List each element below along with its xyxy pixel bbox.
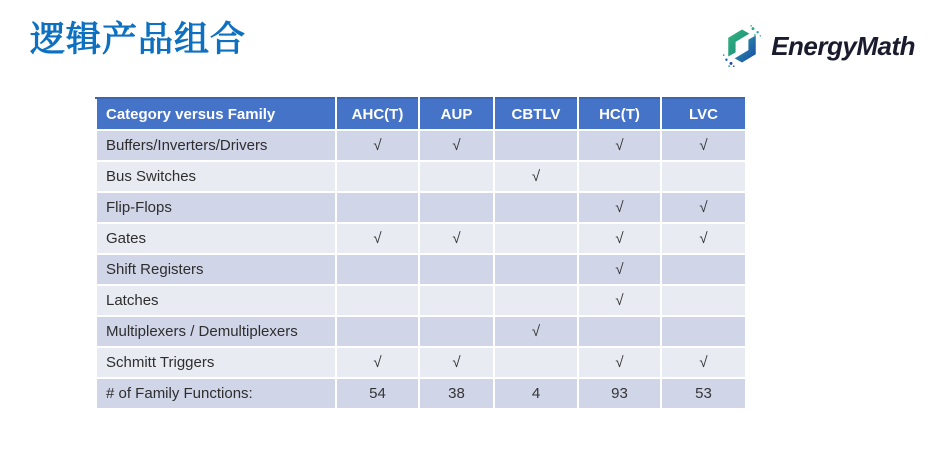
check-cell: √ xyxy=(578,254,661,285)
count-cell: 54 xyxy=(336,378,419,409)
empty-cell xyxy=(419,192,494,223)
empty-cell xyxy=(336,161,419,192)
empty-cell xyxy=(494,130,578,161)
count-cell: 4 xyxy=(494,378,578,409)
row-label: Flip-Flops xyxy=(96,192,336,223)
page-title: 逻辑产品组合 xyxy=(30,20,247,59)
row-label: Buffers/Inverters/Drivers xyxy=(96,130,336,161)
table-row xyxy=(96,378,746,409)
empty-cell xyxy=(336,285,419,316)
table-row xyxy=(96,347,746,378)
empty-cell xyxy=(419,316,494,347)
empty-cell xyxy=(494,254,578,285)
empty-cell xyxy=(419,285,494,316)
energymath-logo-icon xyxy=(720,24,764,68)
table-row xyxy=(96,223,746,254)
empty-cell xyxy=(336,192,419,223)
check-cell: √ xyxy=(578,347,661,378)
empty-cell xyxy=(661,161,746,192)
count-cell: 53 xyxy=(661,378,746,409)
check-cell: √ xyxy=(494,316,578,347)
column-header-family: AUP xyxy=(419,98,494,130)
empty-cell xyxy=(578,161,661,192)
empty-cell xyxy=(661,285,746,316)
check-cell: √ xyxy=(578,192,661,223)
row-label: Schmitt Triggers xyxy=(96,347,336,378)
empty-cell xyxy=(661,254,746,285)
empty-cell xyxy=(494,285,578,316)
check-cell: √ xyxy=(419,347,494,378)
column-header-family: CBTLV xyxy=(494,98,578,130)
check-cell: √ xyxy=(419,223,494,254)
empty-cell xyxy=(578,316,661,347)
column-header-category: Category versus Family xyxy=(96,98,336,130)
count-cell: 93 xyxy=(578,378,661,409)
table-body xyxy=(96,130,746,409)
product-family-table xyxy=(95,97,747,410)
check-cell: √ xyxy=(661,347,746,378)
row-label: Shift Registers xyxy=(96,254,336,285)
empty-cell xyxy=(494,347,578,378)
check-cell: √ xyxy=(336,130,419,161)
empty-cell xyxy=(494,223,578,254)
table-row xyxy=(96,285,746,316)
check-cell: √ xyxy=(661,223,746,254)
row-label: Latches xyxy=(96,285,336,316)
table-row xyxy=(96,254,746,285)
check-cell: √ xyxy=(336,347,419,378)
table-row xyxy=(96,130,746,161)
check-cell: √ xyxy=(578,130,661,161)
check-cell: √ xyxy=(578,285,661,316)
count-cell: 38 xyxy=(419,378,494,409)
row-label: # of Family Functions: xyxy=(96,378,336,409)
check-cell: √ xyxy=(419,130,494,161)
empty-cell xyxy=(419,254,494,285)
table-row xyxy=(96,192,746,223)
check-cell: √ xyxy=(494,161,578,192)
row-label: Multiplexers / Demultiplexers xyxy=(96,316,336,347)
check-cell: √ xyxy=(661,192,746,223)
table-header-row xyxy=(96,98,746,130)
logo-text: EnergyMath xyxy=(771,30,915,61)
check-cell: √ xyxy=(336,223,419,254)
check-cell: √ xyxy=(578,223,661,254)
table-row xyxy=(96,161,746,192)
column-header-family: AHC(T) xyxy=(336,98,419,130)
energymath-logo xyxy=(720,24,915,68)
row-label: Gates xyxy=(96,223,336,254)
empty-cell xyxy=(419,161,494,192)
column-header-family: HC(T) xyxy=(578,98,661,130)
row-label: Bus Switches xyxy=(96,161,336,192)
table-row xyxy=(96,316,746,347)
column-header-family: LVC xyxy=(661,98,746,130)
empty-cell xyxy=(336,316,419,347)
empty-cell xyxy=(494,192,578,223)
empty-cell xyxy=(336,254,419,285)
check-cell: √ xyxy=(661,130,746,161)
empty-cell xyxy=(661,316,746,347)
